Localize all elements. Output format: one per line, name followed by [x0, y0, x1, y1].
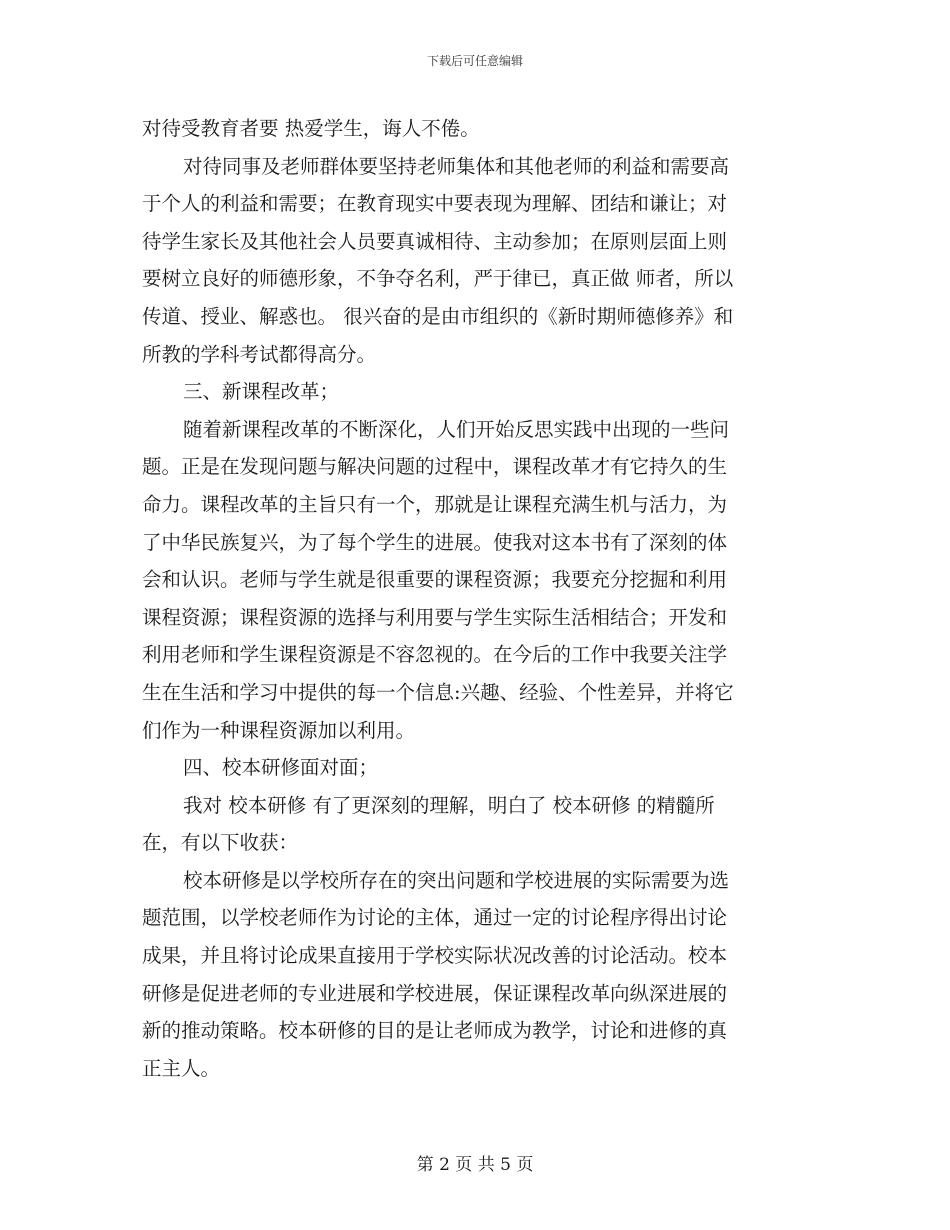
text-line: 所教的学科考试都得高分。 [142, 342, 377, 366]
text-line: 课程资源；课程资源的选择与利用要与学生实际生活相结合；开发和 [142, 605, 728, 629]
text-line: 新的推动策略。校本研修的目的是让老师成为教学，讨论和进修的真 [142, 1019, 728, 1043]
page-header-note: 下载后可任意编辑 [426, 54, 523, 68]
text-line: 对待受教育者要 热爱学生，诲人不倦。 [142, 117, 480, 140]
text-line: 研修是促进老师的专业进展和学校进展，保证课程改革向纵深进展的 [142, 981, 728, 1005]
text-line: 正主人。 [142, 1056, 221, 1080]
text-line: 于个人的利益和需要；在教育现实中要表现为理解、团结和谦让；对 [142, 192, 728, 216]
paragraph-start-line: 对待同事及老师群体要坚持老师集体和其他老师的利益和需要高 [183, 154, 730, 178]
text-line: 利用老师和学生课程资源是不容忽视的。在今后的工作中我要关注学 [142, 643, 728, 667]
text-line: 在，有以下收获： [142, 831, 299, 855]
section-heading: 四、校本研修面对面； [183, 756, 379, 780]
page-number: 第 2 页 共 5 页 [416, 1155, 534, 1175]
text-line: 们作为一种课程资源加以利用。 [142, 718, 416, 742]
paragraph-start-line: 随着新课程改革的不断深化，人们开始反思实践中出现的一些问 [183, 417, 730, 441]
paragraph-start-line: 校本研修是以学校所存在的突出问题和学校进展的实际需要为选 [183, 868, 730, 892]
paragraph-start-line: 我对 校本研修 有了更深刻的理解，明白了 校本研修 的精髓所 [183, 793, 715, 817]
section-heading: 三、新课程改革； [183, 380, 340, 404]
text-line: 要树立良好的师德形象，不争夺名利，严于律已，真正做 师者，所以 [142, 267, 734, 291]
text-line: 会和认识。老师与学生就是很重要的课程资源；我要充分挖掘和利用 [142, 568, 728, 592]
text-line: 待学生家长及其他社会人员要真诚相待、主动参加；在原则层面上则 [142, 229, 728, 253]
text-line: 生在生活和学习中提供的每一个信息:兴趣、经验、个性差异，并将它 [142, 680, 734, 704]
text-line: 了中华民族复兴，为了每个学生的进展。使我对这本书有了深刻的体 [142, 530, 728, 554]
document-body [142, 110, 822, 1087]
text-line: 命力。课程改革的主旨只有一个，那就是让课程充满生机与活力，为 [142, 492, 728, 516]
text-line: 题。正是在发现问题与解决问题的过程中，课程改革才有它持久的生 [142, 455, 728, 479]
text-line: 传道、授业、解惑也。 很兴奋的是由市组织的《新时期师德修养》和 [142, 304, 734, 328]
text-line: 成果，并且将讨论成果直接用于学校实际状况改善的讨论活动。校本 [142, 944, 728, 968]
text-line: 题范围，以学校老师作为讨论的主体，通过一定的讨论程序得出讨论 [142, 906, 728, 930]
